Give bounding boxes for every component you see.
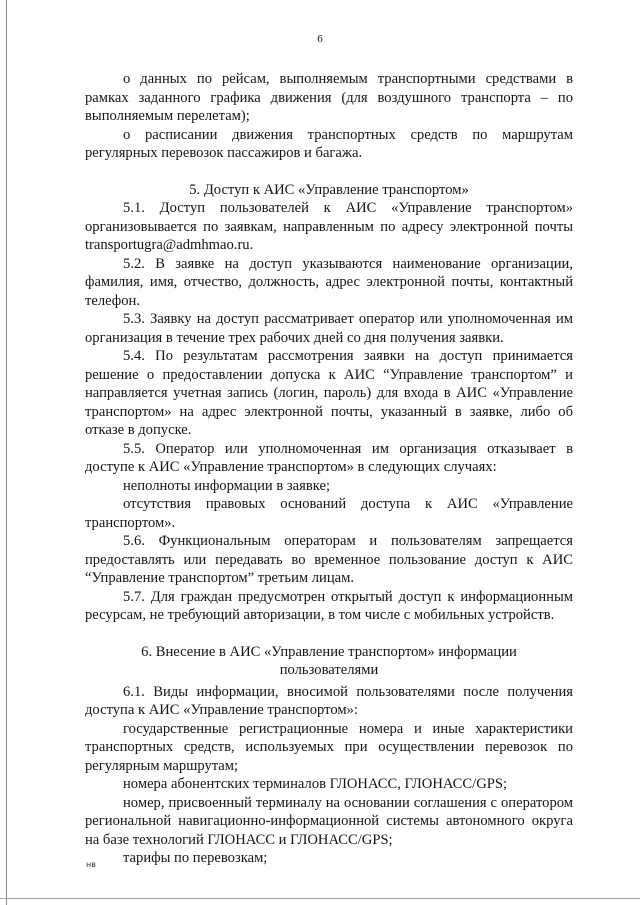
paragraph-6-1-item-1: государственные регистрационные номера и иные характеристики транспортных средств, используемых при осуществлении перевозок по регулярным маршрутам; [85,720,573,774]
paragraph-6-1-item-4: тарифы по перевозкам; [123,850,268,866]
paragraph-5-5: 5.5. Оператор или уполномоченная им организация отказывает в доступе к АИС «Управление транспортом» в следующих случаях: [85,440,573,475]
paragraph-5-5-item-2: отсутствия правовых оснований доступа к АИС «Управление транспортом». [85,496,573,531]
scan-edge-left [6,0,7,905]
section-6-heading-line-2: пользователями [279,662,379,678]
paragraph-5-3: 5.3. Заявку на доступ рассматривает оператор или уполномоченная им организация в течение трех рабочих дней со дня получения заявки. [85,311,573,346]
paragraph-6-1: 6.1. Виды информации, вносимой пользователями после получения доступа к АИС «Управление транспортом»: [85,683,573,718]
footer-mark: нв [86,860,96,869]
paragraph-5-4: 5.4. По результатам рассмотрения заявки на доступ принимается решение о предоставлении допуска к АИС “Управление транспортом” и направляется учетная запись (логин, пароль) для входа в АИС «Управление транспортом» на адрес электронной почты, указанный в заявке, либо об отказе в допуске. [85,348,573,438]
paragraph-flight-data: о данных по рейсам, выполняемым транспортными средствами в рамках заданного графика движения (для воздушного транспорта – по выполняемым перелетам); [85,71,573,124]
paragraph-5-7: 5.7. Для граждан предусмотрен открытый доступ к информационным ресурсам, не требующий авторизации, в том числе с мобильных устройств. [85,588,573,623]
section-5-heading: 5. Доступ к АИС «Управление транспортом» [189,181,469,198]
scan-edge-bottom [0,898,640,899]
paragraph-6-1-item-2: номера абонентских терминалов ГЛОНАСС, ГЛОНАСС/GPS; [123,776,508,792]
paragraph-schedule: о расписании движения транспортных средств по маршрутам регулярных перевозок пассажиров и багажа. [85,126,573,161]
paragraph-5-6: 5.6. Функциональным операторам и пользователям запрещается предоставлять или передавать во временное пользование доступ к АИС “Управление транспортом” третьим лицам. [85,533,573,586]
paragraph-6-1-item-3: номер, присвоенный терминалу на основании соглашения с оператором региональной навигационно-информационной системы автономного округа на базе технологий ГЛОНАСС и ГЛОНАСС/GPS; [85,794,573,848]
paragraph-5-5-item-1: неполноты информации в заявке; [123,477,331,494]
document-body [85,70,573,868]
page-number: 6 [317,33,323,45]
paragraph-5-1: 5.1. Доступ пользователей к АИС «Управление транспортом» организовывается по заявкам, направленным по адресу электронной почты transportugra@admhmao.ru. [85,200,573,253]
section-6-heading-line-1: 6. Внесение в АИС «Управление транспортом» информации [141,643,517,660]
paragraph-5-2: 5.2. В заявке на доступ указываются наименование организации, фамилия, имя, отчество, должность, адрес электронной почты, контактный телефон. [85,255,573,309]
